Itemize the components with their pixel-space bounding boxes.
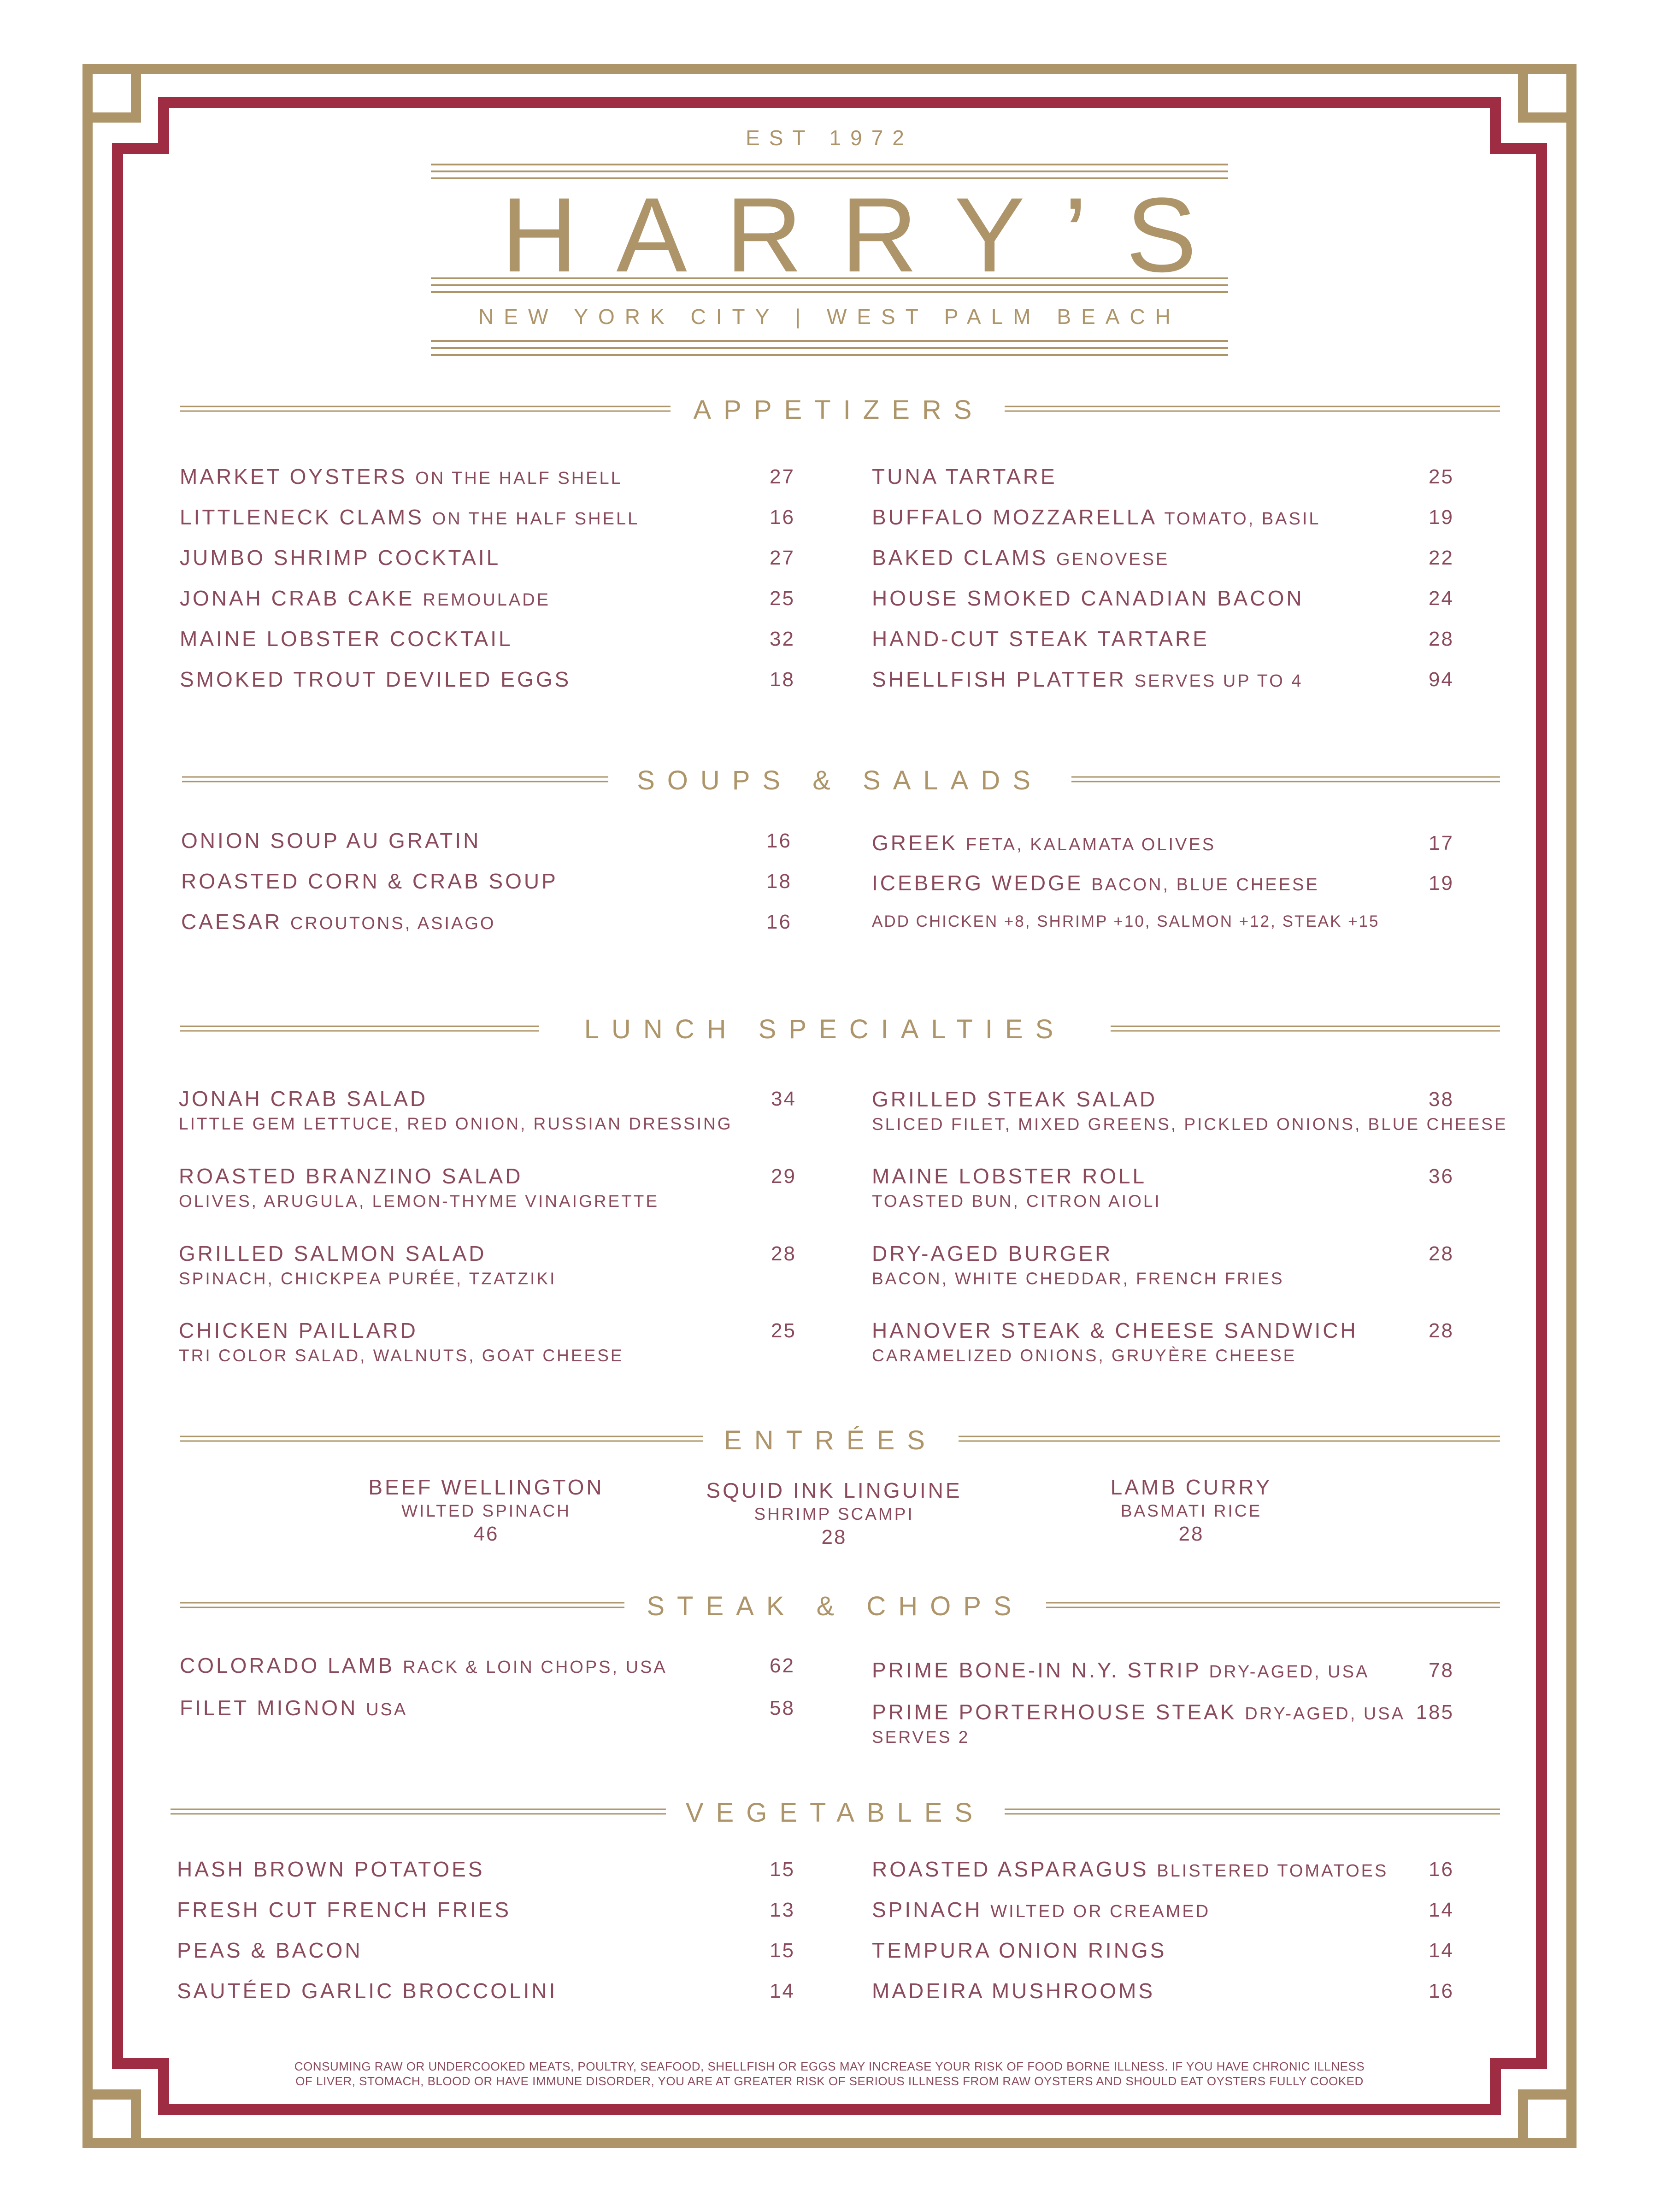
menu-item-price: 19 bbox=[1429, 872, 1454, 894]
menu-item: LITTLENECK CLAMS ON THE HALF SHELL bbox=[180, 505, 640, 529]
menu-item-price: 28 bbox=[1429, 1319, 1454, 1342]
menu-item-price: 19 bbox=[1429, 506, 1454, 529]
entree-name: SQUID INK LINGUINE bbox=[706, 1478, 962, 1502]
menu-item-price: 29 bbox=[771, 1165, 796, 1188]
menu-item: ICEBERG WEDGE BACON, BLUE CHEESE bbox=[872, 871, 1319, 895]
menu-item-price: 36 bbox=[1429, 1165, 1454, 1188]
menu-item-price: 58 bbox=[770, 1697, 795, 1719]
entree-name: BEEF WELLINGTON bbox=[368, 1475, 604, 1499]
menu-item: CHICKEN PAILLARD bbox=[179, 1318, 418, 1342]
entree-description: BASMATI RICE bbox=[1120, 1501, 1262, 1520]
menu-item: JUMBO SHRIMP COCKTAIL bbox=[180, 546, 501, 570]
entree-description: SHRIMP SCAMPI bbox=[754, 1505, 914, 1524]
menu-item-price: 28 bbox=[771, 1242, 796, 1265]
entree-price: 28 bbox=[821, 1526, 847, 1548]
menu-item-price: 62 bbox=[770, 1654, 795, 1677]
established-year: EST 1972 bbox=[746, 126, 913, 150]
menu-item: JONAH CRAB SALAD bbox=[179, 1087, 428, 1111]
menu-item-price: 18 bbox=[766, 870, 792, 893]
menu-item-price: 17 bbox=[1429, 832, 1454, 854]
menu-item: TUNA TARTARE bbox=[872, 465, 1057, 488]
menu-item: FILET MIGNON USA bbox=[180, 1696, 408, 1720]
menu-item: SMOKED TROUT DEVILED EGGS bbox=[180, 667, 571, 691]
menu-item-price: 94 bbox=[1429, 668, 1454, 691]
menu-item: COLORADO LAMB RACK & LOIN CHOPS, USA bbox=[180, 1653, 667, 1677]
entree-price: 46 bbox=[473, 1523, 499, 1545]
menu-item: BUFFALO MOZZARELLA TOMATO, BASIL bbox=[872, 505, 1321, 529]
menu-item-price: 14 bbox=[770, 1980, 795, 2002]
menu-item: HOUSE SMOKED CANADIAN BACON bbox=[872, 586, 1304, 610]
menu-item-description: BACON, WHITE CHEDDAR, FRENCH FRIES bbox=[872, 1269, 1284, 1288]
menu-item-price: 14 bbox=[1429, 1899, 1454, 1921]
menu-item-description: TRI COLOR SALAD, WALNUTS, GOAT CHEESE bbox=[179, 1346, 624, 1365]
entree-price: 28 bbox=[1178, 1523, 1204, 1545]
menu-item-price: 38 bbox=[1429, 1088, 1454, 1111]
menu-item-price: 34 bbox=[771, 1088, 796, 1110]
lunch-heading: LUNCH SPECIALTIES bbox=[584, 1014, 1066, 1044]
menu-item: MADEIRA MUSHROOMS bbox=[872, 1979, 1155, 2003]
menu-item: ROASTED ASPARAGUS BLISTERED TOMATOES bbox=[872, 1857, 1388, 1881]
salad-addon-note: ADD CHICKEN +8, SHRIMP +10, SALMON +12, STEAK +15 bbox=[872, 912, 1380, 930]
menu-item-price: 25 bbox=[771, 1319, 796, 1342]
menu-item-price: 15 bbox=[770, 1858, 795, 1881]
restaurant-name: HARRY’S bbox=[501, 176, 1235, 294]
menu-item: ONION SOUP AU GRATIN bbox=[181, 829, 481, 853]
menu-item-description: LITTLE GEM LETTUCE, RED ONION, RUSSIAN DRESSING bbox=[179, 1114, 733, 1133]
menu-item: MAINE LOBSTER ROLL bbox=[872, 1164, 1147, 1188]
menu-item: GRILLED STEAK SALAD bbox=[872, 1087, 1158, 1111]
menu-item-description: CARAMELIZED ONIONS, GRUYÈRE CHEESE bbox=[872, 1346, 1297, 1365]
menu-item-price: 15 bbox=[770, 1939, 795, 1962]
menu-item-price: 22 bbox=[1429, 547, 1454, 569]
menu-item: ROASTED CORN & CRAB SOUP bbox=[181, 869, 558, 893]
menu-item-price: 25 bbox=[1429, 465, 1454, 488]
menu-item-price: 27 bbox=[770, 465, 795, 488]
menu-item: HAND-CUT STEAK TARTARE bbox=[872, 627, 1209, 651]
menu-item-price: 28 bbox=[1429, 628, 1454, 650]
menu-item: SAUTÉED GARLIC BROCCOLINI bbox=[177, 1979, 558, 2003]
menu-item-price: 32 bbox=[770, 628, 795, 650]
entree-name: LAMB CURRY bbox=[1110, 1475, 1272, 1499]
steak-heading: STEAK & CHOPS bbox=[647, 1591, 1024, 1621]
menu-item: MARKET OYSTERS ON THE HALF SHELL bbox=[180, 465, 623, 488]
menu-item: TEMPURA ONION RINGS bbox=[872, 1938, 1167, 1962]
menu-item: CAESAR CROUTONS, ASIAGO bbox=[181, 910, 496, 934]
menu-item-price: 28 bbox=[1429, 1242, 1454, 1265]
menu-item: HANOVER STEAK & CHEESE SANDWICH bbox=[872, 1318, 1358, 1342]
menu-item-price: 13 bbox=[770, 1899, 795, 1921]
disclaimer-line: OF LIVER, STOMACH, BLOOD OR HAVE IMMUNE DISORDER, YOU ARE AT GREATER RISK OF SERIOUS ILLNESS FROM RAW OYSTERS AND SHOULD EAT OYSTERS FULLY COOKED bbox=[295, 2074, 1364, 2088]
menu-item: PEAS & BACON bbox=[177, 1938, 363, 1962]
menu-item-price: 25 bbox=[770, 587, 795, 610]
menu-item: JONAH CRAB CAKE REMOULADE bbox=[180, 586, 551, 610]
food-safety-disclaimer bbox=[0, 2059, 1659, 2088]
menu-item-description: SPINACH, CHICKPEA PURÉE, TZATZIKI bbox=[179, 1269, 557, 1288]
menu-item: MAINE LOBSTER COCKTAIL bbox=[180, 627, 513, 651]
menu-item: FRESH CUT FRENCH FRIES bbox=[177, 1898, 512, 1922]
menu-item-price: 185 bbox=[1416, 1701, 1454, 1724]
menu-item-price: 78 bbox=[1429, 1659, 1454, 1682]
menu-item: SPINACH WILTED OR CREAMED bbox=[872, 1898, 1211, 1922]
menu-item-description: SLICED FILET, MIXED GREENS, PICKLED ONIONS, BLUE CHEESE bbox=[872, 1115, 1508, 1134]
menu-item: PRIME BONE-IN N.Y. STRIP DRY-AGED, USA bbox=[872, 1658, 1370, 1682]
menu-item-price: 14 bbox=[1429, 1939, 1454, 1962]
entrees-heading: ENTRÉES bbox=[724, 1425, 937, 1455]
menu-item-price: 16 bbox=[766, 830, 792, 852]
menu-item-price: 16 bbox=[1429, 1858, 1454, 1881]
menu-item-price: 16 bbox=[770, 506, 795, 529]
disclaimer-line: CONSUMING RAW OR UNDERCOOKED MEATS, POULTRY, SEAFOOD, SHELLFISH OR EGGS MAY INCREASE YOUR RISK OF FOOD BORNE ILLNESS. IF YOU HAVE CHRONIC ILLNESS bbox=[294, 2059, 1365, 2073]
menu-item: HASH BROWN POTATOES bbox=[177, 1857, 485, 1881]
menu-item: BAKED CLAMS GENOVESE bbox=[872, 546, 1170, 570]
menu-item: GRILLED SALMON SALAD bbox=[179, 1241, 487, 1265]
menu-item-description: SERVES 2 bbox=[872, 1728, 970, 1747]
menu-item-price: 16 bbox=[1429, 1980, 1454, 2002]
soups-heading: SOUPS & SALADS bbox=[637, 765, 1043, 795]
menu-item-price: 24 bbox=[1429, 587, 1454, 610]
menu-item: GREEK FETA, KALAMATA OLIVES bbox=[872, 831, 1216, 855]
menu-item-price: 27 bbox=[770, 547, 795, 569]
menu-item-description: TOASTED BUN, CITRON AIOLI bbox=[872, 1192, 1161, 1211]
entree-description: WILTED SPINACH bbox=[401, 1501, 571, 1520]
menu-item: DRY-AGED BURGER bbox=[872, 1241, 1113, 1265]
restaurant-locations: NEW YORK CITY | WEST PALM BEACH bbox=[478, 305, 1181, 329]
menu-item: PRIME PORTERHOUSE STEAK DRY-AGED, USA bbox=[872, 1700, 1405, 1724]
appetizers-heading: APPETIZERS bbox=[693, 395, 984, 425]
menu-item-description: OLIVES, ARUGULA, LEMON-THYME VINAIGRETTE bbox=[179, 1192, 659, 1211]
menu-item-price: 18 bbox=[770, 668, 795, 691]
vegetables-heading: VEGETABLES bbox=[685, 1798, 985, 1828]
menu-item: ROASTED BRANZINO SALAD bbox=[179, 1164, 523, 1188]
menu-item-price: 16 bbox=[766, 911, 792, 933]
menu-item: SHELLFISH PLATTER SERVES UP TO 4 bbox=[872, 667, 1303, 691]
